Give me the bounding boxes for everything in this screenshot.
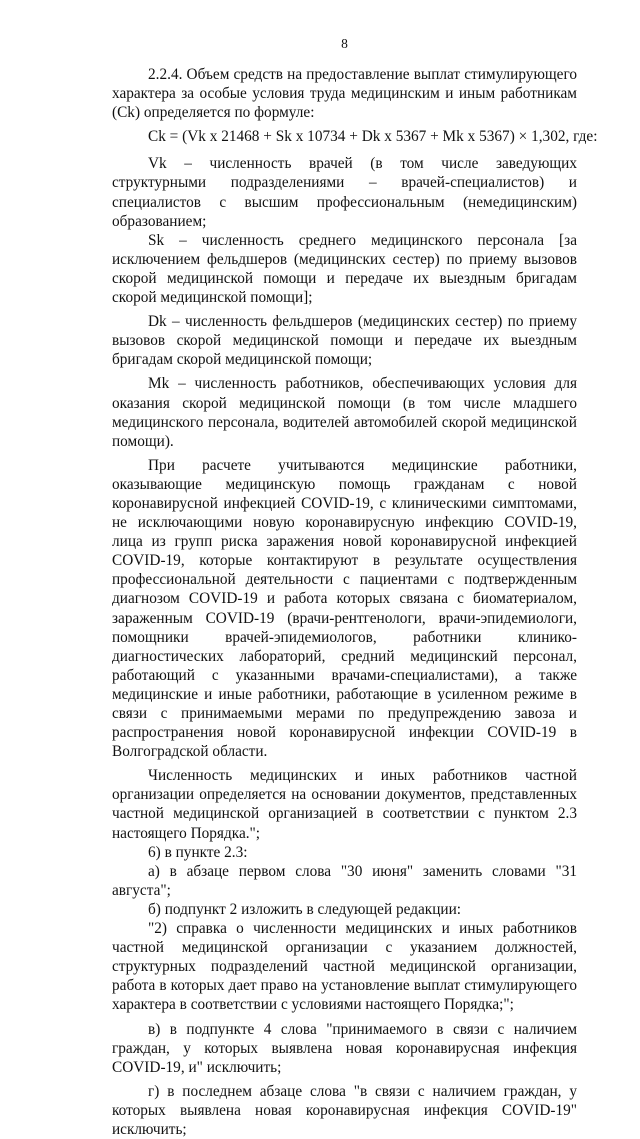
definition-sk: Sk – численность среднего медицинского персонала [за исключением фельдшеров (медицинских сестер) по приему вызовов скорой медицинской помощи и передаче их выездным бригадам скорой медицинской помощи]; <box>112 231 577 307</box>
item-a-first-paragraph: а) в абзаце первом слова "30 июня" заменить словами "31 августа"; <box>112 862 577 899</box>
paragraph-private-organization: Численность медицинских и иных работников частной организации определяется на основании документов, представленных частной медицинской организацией в соответствии с пунктом 2.3 настоящего Порядка."; <box>112 767 577 842</box>
formula-ck: Ck = (Vk x 21468 + Sk x 10734 + Dk x 5367 + Mk x 5367) × 1,302, где: <box>148 128 598 146</box>
item-g-last-paragraph: г) в последнем абзаце слова "в связи с наличием граждан, у которых выявлена новая коронавирусная инфекция COVID-19" исключить; <box>112 1082 577 1138</box>
item-v-subitem-4: в) в подпункте 4 слова "принимаемого в связи с наличием граждан, у которых выявлена новая коронавирусная инфекция COVID-19, и" исключить; <box>112 1020 577 1076</box>
item-b-subitem-2: б) подпункт 2 изложить в следующей редакции: <box>148 900 462 918</box>
definition-mk: Mk – численность работников, обеспечивающих условия для оказания скорой медицинской помощи (в том числе младшего медицинского персонала, водителей автомобилей скорой медицинской помощи). <box>112 375 577 450</box>
page-number: 8 <box>341 36 348 51</box>
paragraph-calculation: При расчете учитываются медицинские работники, оказывающие медицинскую помощь гражданам с новой коронавирусной инфекцией COVID-19, с клиническими симптомами, не исключающими новую коронавирусную инфекцию COVID-19, лица из групп риска заражения новой коронавирусной инфекцией COVID-19, которые контактируют в результате осуществления профессиональной деятельности с пациентами с подтвержденным диагнозом COVID-19 и работа которых связана с биоматериалом, зараженным COVID-19 (врачи-рентгенологи, врачи-эпидемиологи, помощники врачей-эпидемиологов, работники клинико-диагностических лабораторий, средний медицинский персонал, работающий с указанными врачами-специалистами), а также медицинские и иные работники, работающие в усиленном режиме в связи с принимаемыми мерами по предупреждению завоза и распространения новой коронавирусной инфекции COVID-19 в Волгоградской области. <box>112 456 577 761</box>
definition-vk: Vk – численность врачей (в том числе заведующих структурными подразделениями – врачей-специалистов) и специалистов с высшим профессиональным (немедицинским) образованием; <box>112 155 577 230</box>
quote-subitem-2: "2) справка о численности медицинских и иных работников частной медицинской организации с указанием должностей, структурных подразделений частной медицинской организации, работа в которых дает право на установление выплат стимулирующего характера в соответствии с условиями настоящего Порядка;"; <box>112 920 577 1014</box>
paragraph-2-2-4: 2.2.4. Объем средств на предоставление выплат стимулирующего характера за особые условия труда медицинским и иным работникам (Ck) определяется по формуле: <box>112 66 577 122</box>
item-6-point-2-3: 6) в пункте 2.3: <box>148 843 248 861</box>
definition-dk: Dk – численность фельдшеров (медицинских сестер) по приему вызовов скорой медицинской помощи и передаче их выездным бригадам скорой медицинской помощи; <box>112 313 577 369</box>
